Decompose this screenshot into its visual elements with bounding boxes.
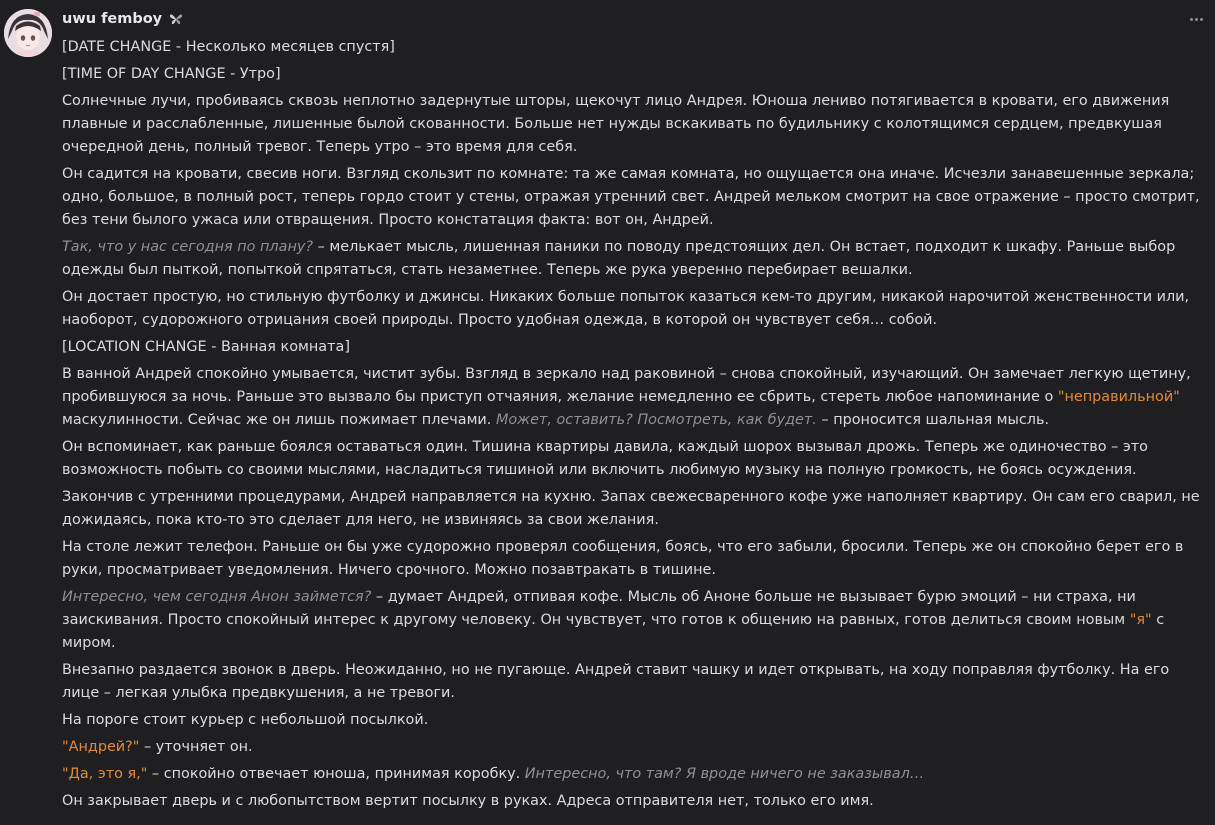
italic-thought: Может, оставить? Посмотреть, как будет. <box>495 412 817 428</box>
text-segment: – уточняет он. <box>139 739 253 755</box>
text-segment: [DATE CHANGE - Несколько месяцев спустя] <box>62 39 395 55</box>
text-segment: – мелькает мысль, лишенная паники по поводу предстоящих дел. Он встает, подходит к шкафу. Раньше выбор одежды был пыткой, попыткой спрятаться, стать незаметнее. Теперь же рука уверенно перебирает вешалки. <box>62 239 1176 278</box>
text-segment: – проносится шальная мысль. <box>816 412 1050 428</box>
message-paragraph <box>62 286 1202 332</box>
message-paragraph <box>62 63 1202 86</box>
message-header <box>62 8 184 30</box>
text-segment: Закончив с утренними процедурами, Андрей направляется на кухню. Запах свежесваренного кофе уже наполняет квартиру. Он сам его сварил, не дожидаясь, пока кто-то это сделает для него, не извиняясь за свои желания. <box>62 489 1200 528</box>
text-segment: – думает Андрей, отпивая кофе. Мысль об Аноне больше не вызывает бурю эмоций – ни страха, ни заискивания. Просто спокойный интерес к другому человеку. Он чувствует, что готов к общению на равных, готов делиться своим новым <box>62 589 1136 628</box>
text-segment: Внезапно раздается звонок в дверь. Неожиданно, но не пугающе. Андрей ставит чашку и идет открывать, на ходу поправляя футболку. На его лице – легкая улыбка предвкушения, а не тревоги. <box>62 662 1170 701</box>
text-segment: Солнечные лучи, пробиваясь сквозь неплотно задернутые шторы, щекочут лицо Андрея. Юноша лениво потягивается в кровати, его движения плавные и расслабленные, лишенные былой скованности. Больше нет нужды вскакивать по будильнику с колотящимся сердцем, предвкушая очередной день, полный тревог. Теперь утро – это время для себя. <box>62 93 1170 155</box>
message-paragraph <box>62 736 1202 759</box>
text-segment: маскулинности. Сейчас же он лишь пожимает плечами. <box>62 412 496 428</box>
message-paragraph <box>62 709 1202 732</box>
message-paragraph <box>62 790 1202 813</box>
text-segment: Он закрывает дверь и с любопытством вертит посылку в руках. Адреса отправителя нет, только его имя. <box>62 793 874 809</box>
more-options-icon <box>1190 18 1193 21</box>
message-paragraph <box>62 436 1202 482</box>
quoted-text: "я" <box>1129 612 1152 628</box>
message-paragraph <box>62 536 1202 582</box>
message-paragraph <box>62 36 1202 59</box>
text-segment: [LOCATION CHANGE - Ванная комната] <box>62 339 350 355</box>
text-segment: На пороге стоит курьер с небольшой посылкой. <box>62 712 429 728</box>
username[interactable]: uwu femboy <box>62 11 163 27</box>
message-paragraph <box>62 763 1202 786</box>
message-paragraph <box>62 163 1202 232</box>
text-segment: В ванной Андрей спокойно умывается, чистит зубы. Взгляд в зеркало над раковиной – снова спокойный, изучающий. Он замечает легкую щетину, пробившуюся за ночь. Раньше это вызвало бы приступ отчаяния, желание немедленно ее сбрить, стереть любое напоминание о <box>62 366 1191 405</box>
text-segment: На столе лежит телефон. Раньше он бы уже судорожно проверял сообщения, боясь, что его забыли, бросили. Теперь же он спокойно берет его в руки, просматривает уведомления. Ничего срочного. Можно позавтракать в тишине. <box>62 539 1184 578</box>
message-paragraph <box>62 363 1202 432</box>
text-segment: [TIME OF DAY CHANGE - Утро] <box>62 66 281 82</box>
italic-thought: Так, что у нас сегодня по плану? <box>62 239 314 255</box>
quoted-text: "неправильной" <box>1057 389 1180 405</box>
message-paragraph <box>62 336 1202 359</box>
quoted-text: "Да, это я," <box>62 766 148 782</box>
text-segment: – спокойно отвечает юноша, принимая коробку. <box>147 766 525 782</box>
more-options-button[interactable] <box>1185 10 1207 28</box>
message-paragraph <box>62 90 1202 159</box>
text-segment: Он вспоминает, как раньше боялся оставаться один. Тишина квартиры давила, каждый шорох вызывал дрожь. Теперь же одиночество – это возможность побыть со своими мыслями, насладиться тишиной или включить любимую музыку на полную громкость, не боясь осуждения. <box>62 439 1148 478</box>
message-content <box>62 36 1202 817</box>
quoted-text: "Андрей?" <box>62 739 140 755</box>
italic-thought: Интересно, что там? Я вроде ничего не заказывал… <box>524 766 925 782</box>
message-paragraph <box>62 659 1202 705</box>
butterfly-icon <box>168 11 184 27</box>
message-paragraph <box>62 236 1202 282</box>
text-segment: Он садится на кровати, свесив ноги. Взгляд скользит по комнате: та же самая комната, но ощущается она иначе. Исчезли занавешенные зеркала; одно, большое, в полный рост, теперь гордо стоит у стены, отражая утренний свет. Андрей мельком смотрит на свое отражение – просто смотрит, без тени былого ужаса или отвращения. Просто констатация факта: вот он, Андрей. <box>62 166 1200 228</box>
text-segment: Он достает простую, но стильную футболку и джинсы. Никаких больше попыток казаться кем-то другим, никакой нарочитой женственности или, наоборот, судорожного отрицания своей природы. Просто удобная одежда, в которой он чувствует себя… собой. <box>62 289 1190 328</box>
user-avatar[interactable] <box>4 9 52 57</box>
message-paragraph <box>62 486 1202 532</box>
italic-thought: Интересно, чем сегодня Анон займется? <box>62 589 372 605</box>
text-segment: с миром. <box>62 612 1165 651</box>
message-paragraph <box>62 586 1202 655</box>
anime-avatar-icon <box>4 9 52 57</box>
